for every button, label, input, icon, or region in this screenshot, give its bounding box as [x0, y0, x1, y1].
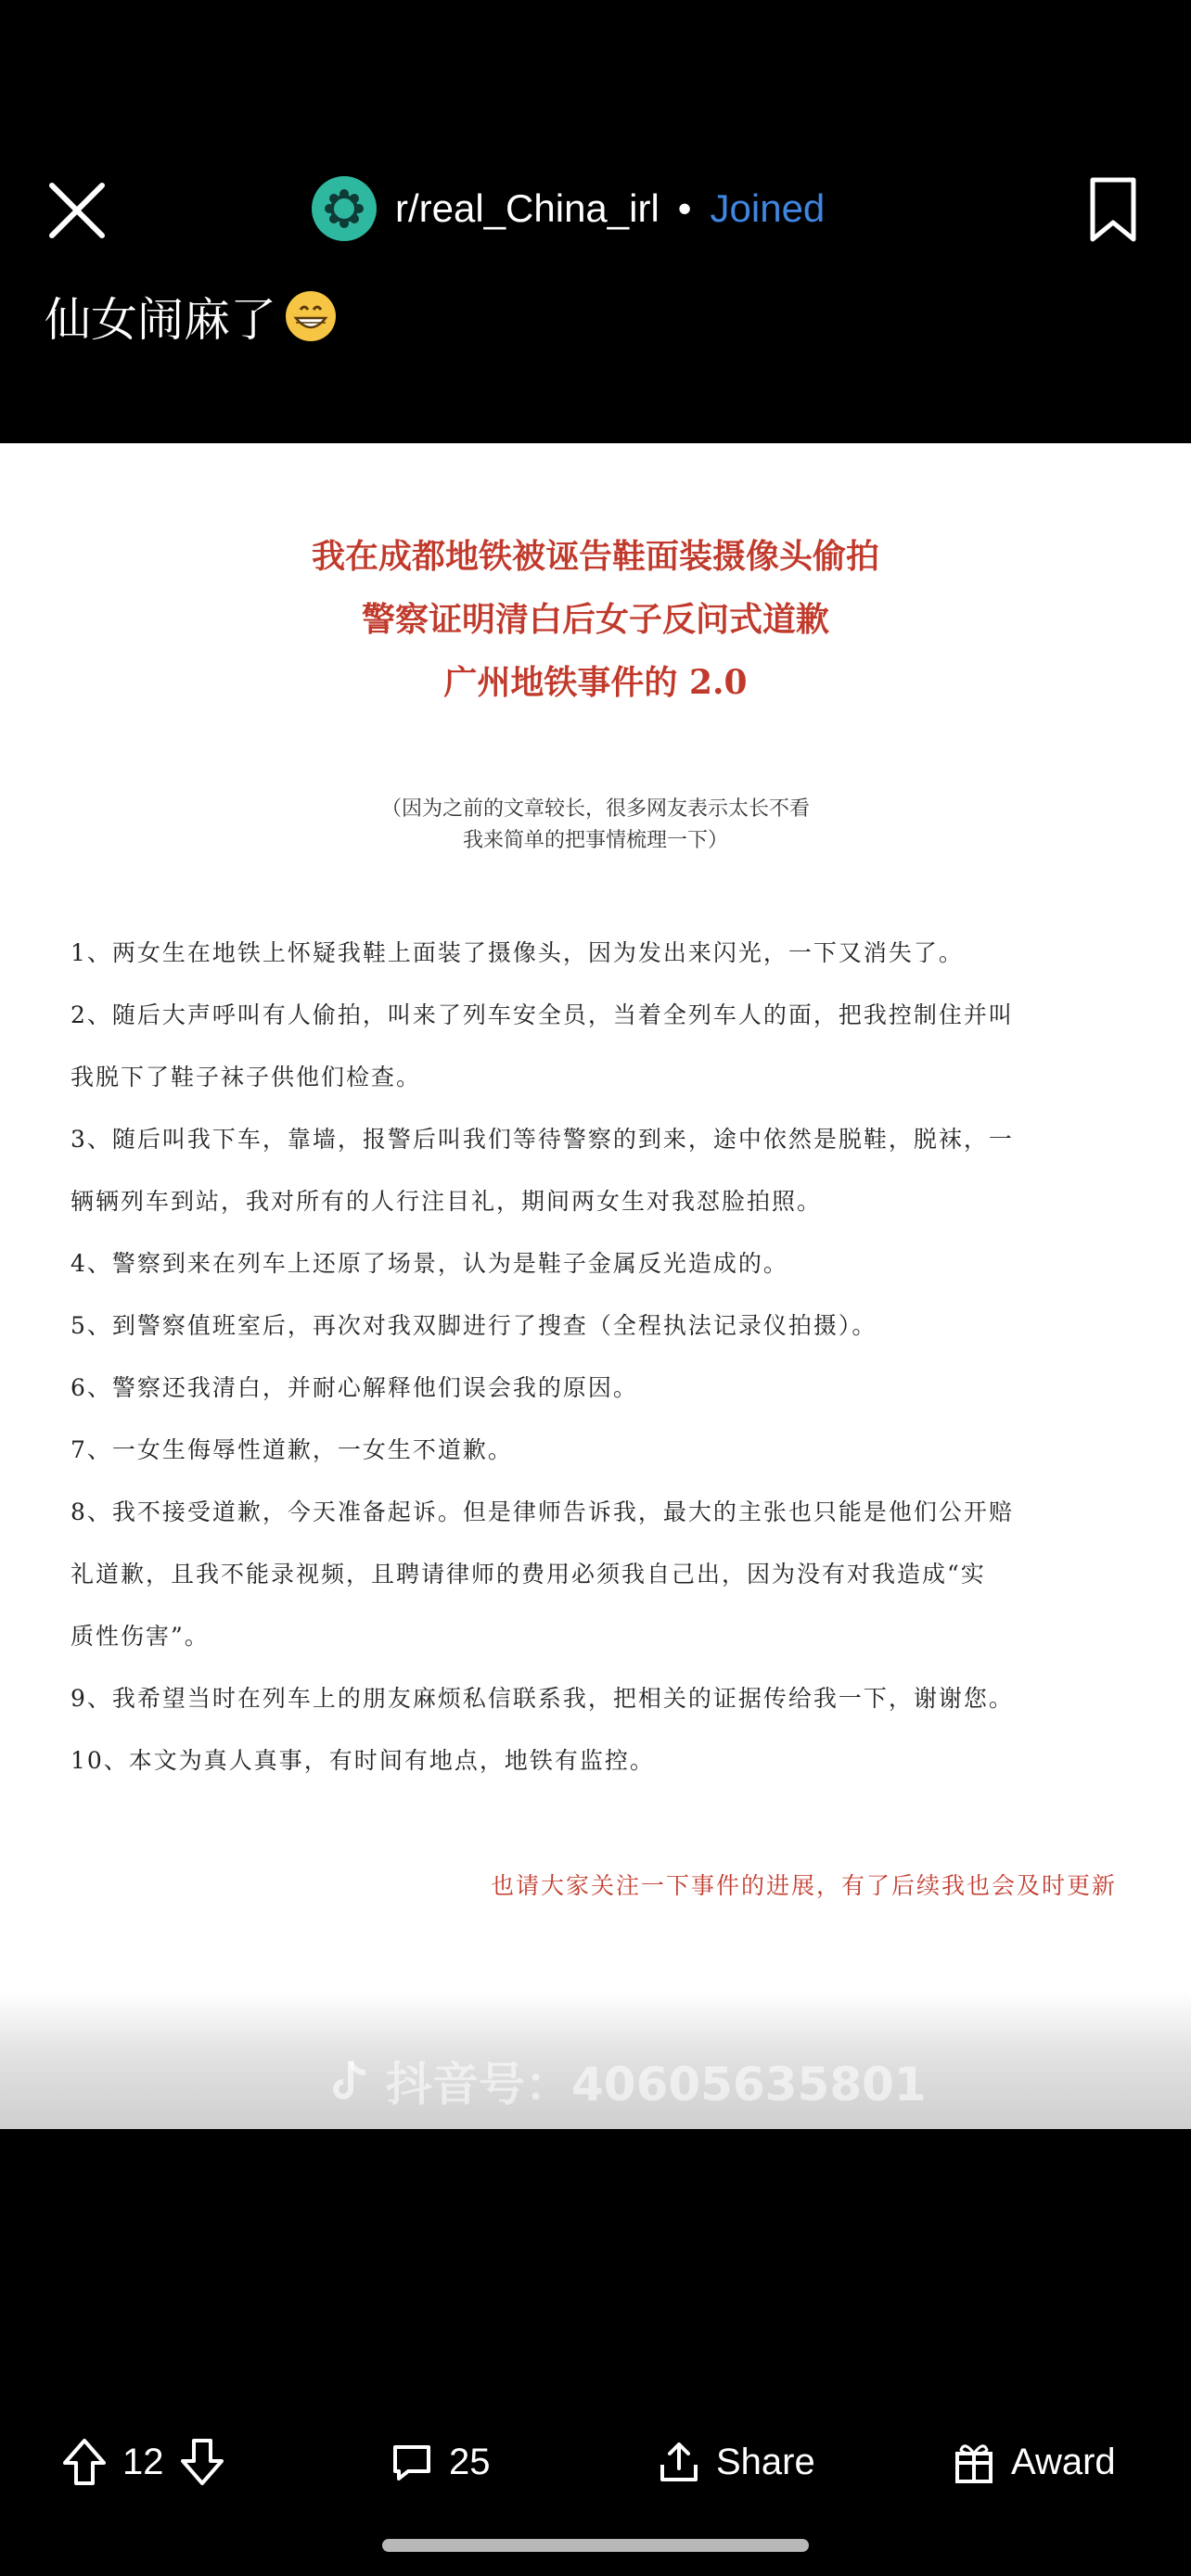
douyin-logo-icon: [330, 2058, 371, 2104]
share-button[interactable]: [657, 2429, 815, 2494]
text-line: 6、警察还我清白，并耐心解释他们误会我的原因。: [70, 1374, 638, 1401]
home-indicator[interactable]: [382, 2539, 809, 2552]
comment-bubble-icon: [390, 2440, 434, 2484]
upvote-arrow-icon[interactable]: [61, 2437, 108, 2487]
headline-line: 我在成都地铁被诬告鞋面装摄像头偷拍: [311, 537, 879, 576]
award-gift-icon: [952, 2439, 996, 2485]
text-line: 2、随后大声呼叫有人偷拍，叫来了列车安全员，当着全列车人的面，把我控制住并叫: [70, 1001, 1014, 1028]
comments-button[interactable]: [390, 2429, 491, 2494]
joined-button[interactable]: Joined: [710, 186, 826, 230]
text-line: 10、本文为真人真事，有时间有地点，地铁有监控。: [70, 1747, 655, 1774]
text-line: 4、警察到来在列车上还原了场景，认为是鞋子金属反光造成的。: [70, 1250, 788, 1277]
watermark-text: 抖音号：40605635801: [386, 2058, 927, 2111]
text-line: 辆辆列车到站，我对所有的人行注目礼，期间两女生对我怼脸拍照。: [70, 1188, 823, 1215]
separator-dot: •: [677, 186, 692, 230]
share-label: Share: [716, 2441, 815, 2482]
douyin-watermark: [330, 2047, 927, 2114]
share-icon: [657, 2439, 701, 2485]
image-headline: [0, 525, 1191, 714]
note-line: 我来简单的把事情梳理一下）: [462, 829, 728, 852]
vote-count: 12: [122, 2441, 164, 2482]
text-line: 我脱下了鞋子袜子供他们检查。: [70, 1064, 422, 1090]
image-footer-text: 也请大家关注一下事件的进展，有了后续我也会及时更新: [490, 1872, 1117, 1899]
post-title-text: 仙女闹麻了: [45, 293, 276, 347]
text-line: 3、随后叫我下车，靠墙，报警后叫我们等待警察的到来，途中依然是脱鞋，脱袜，一: [70, 1126, 1014, 1153]
text-line: 质性伤害”。: [70, 1623, 210, 1650]
headline-line: 警察证明清白后女子反问式道歉: [361, 600, 829, 639]
community-avatar-icon[interactable]: [312, 176, 377, 241]
close-icon[interactable]: [45, 178, 109, 243]
grinning-face-emoji-icon: [284, 289, 338, 343]
downvote-arrow-icon[interactable]: [179, 2437, 225, 2487]
post-image[interactable]: [0, 443, 1191, 2129]
text-line: 1、两女生在地铁上怀疑我鞋上面装了摄像头，因为发出来闪光，一下又消失了。: [70, 939, 964, 966]
image-text-list: [70, 922, 1126, 1792]
text-line: 7、一女生侮辱性道歉，一女生不道歉。: [70, 1436, 513, 1463]
comment-count: 25: [449, 2441, 491, 2482]
vote-controls: [61, 2429, 225, 2494]
headline-line: 广州地铁事件的 2.0: [443, 663, 748, 702]
text-line: 礼道歉，且我不能录视频，且聘请律师的费用必须我自己出，因为没有对我造成“实: [70, 1561, 986, 1588]
award-label: Award: [1011, 2441, 1116, 2482]
community-name[interactable]: r/real_China_irl: [395, 186, 660, 230]
note-line: （因为之前的文章较长，很多网友表示太长不看: [380, 797, 810, 821]
image-note: [0, 794, 1191, 857]
community-info[interactable]: [312, 176, 825, 241]
text-line: 8、我不接受道歉，今天准备起诉。但是律师告诉我，最大的主张也只能是他们公开赔: [70, 1498, 1014, 1525]
post-header: [0, 158, 1191, 260]
text-line: 5、到警察值班室后，再次对我双脚进行了搜查（全程执法记录仪拍摄）。: [70, 1312, 877, 1339]
bookmark-icon[interactable]: [1085, 174, 1141, 245]
text-line: 9、我希望当时在列车上的朋友麻烦私信联系我，把相关的证据传给我一下，谢谢您。: [70, 1685, 1014, 1712]
award-button[interactable]: [952, 2429, 1116, 2494]
post-action-bar: [0, 2429, 1191, 2494]
post-title: [45, 283, 338, 350]
